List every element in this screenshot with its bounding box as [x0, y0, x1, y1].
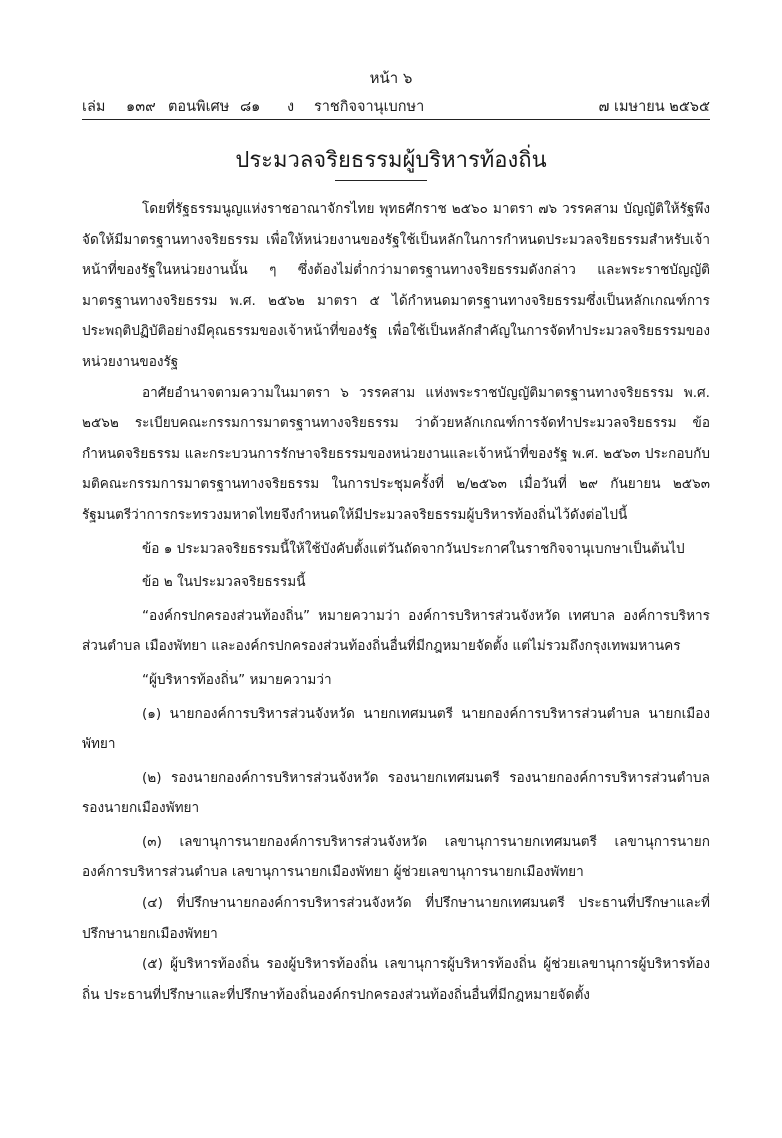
publication-date: ๗ เมษายน ๒๕๖๕ — [598, 99, 710, 115]
item-3: (๓) เลขานุการนายกองค์การบริหารส่วนจังหวัด เลขานุการนายกเทศมนตรี เลขานุการนายกองค์การบริหารส่วนตำบล เลขานุการนายกเมืองพัทยา ผู้ช่วยเลขานุการนายกเมืองพัทยา — [82, 833, 710, 881]
page-number: หน้า ๖ — [369, 69, 413, 87]
document-body — [82, 194, 710, 1010]
header-divider — [82, 119, 710, 120]
clause-1: ข้อ ๑ ประมวลจริยธรรมนี้ให้ใช้บังคับตั้งแต่วันถัดจากวันประกาศในราชกิจจานุเบกษาเป็นต้นไป — [142, 540, 685, 557]
item-1: (๑) นายกองค์การบริหารส่วนจังหวัด นายกเทศมนตรี นายกองค์การบริหารส่วนตำบล นายกเมืองพัทยา — [82, 705, 710, 753]
item-4: (๔) ที่ปรึกษานายกองค์การบริหารส่วนจังหวัด ที่ปรึกษานายกเทศมนตรี ประธานที่ปรึกษาและที่ปรึกษานายกเมืองพัทยา — [82, 895, 710, 942]
volume-number: ๑๓๙ — [126, 99, 156, 115]
item-5: (๕) ผู้บริหารท้องถิ่น รองผู้บริหารท้องถิ่น เลขานุการผู้บริหารท้องถิ่น ผู้ช่วยเลขานุการผู้บริหารท้องถิ่น ประธานที่ปรึกษาและที่ปรึกษาท้องถิ่นองค์กรปกครองส่วนท้องถิ่นอื่นที่มีกฎหมายจัดตั้ง — [82, 956, 710, 1003]
document-title: ประมวลจริยธรรมผู้บริหารท้องถิ่น — [235, 148, 547, 173]
authority-paragraph: อาศัยอำนาจตามความในมาตรา ๖ วรรคสาม แห่งพระราชบัญญัติมาตรฐานทางจริยธรรม พ.ศ. ๒๕๖๒ ระเบียบคณะกรรมการมาตรฐานทางจริยธรรม ว่าด้วยหลักเกณฑ์การจัดทำประมวลจริยธรรม ข้อกำหนดจริยธรรม และกระบวนการรักษาจริยธรรมของหน่วยงานและเจ้าหน้าที่ของรัฐ พ.ศ. ๒๕๖๓ ประกอบกับมติคณะกรรมการมาตรฐานทางจริยธรรม ในการประชุมครั้งที่ ๒/๒๕๖๓ เมื่อวันที่ ๒๙ กันยายน ๒๕๖๓ รัฐมนตรีว่าการกระทรวงมหาดไทยจึงกำหนดให้มีประมวลจริยธรรมผู้บริหารท้องถิ่นไว้ดังต่อไปนี้ — [82, 384, 710, 523]
section-number: ๘๑ — [240, 99, 261, 115]
item-2: (๒) รองนายกองค์การบริหารส่วนจังหวัด รองนายกเทศมนตรี รองนายกองค์การบริหารส่วนตำบล รองนายกเมืองพัทยา — [82, 769, 710, 817]
definition-local-executive: “ผู้บริหารท้องถิ่น” หมายความว่า — [142, 671, 332, 688]
section-letter: ง — [287, 99, 295, 115]
gazette-header — [82, 95, 710, 119]
definition-local-government: “องค์กรปกครองส่วนท้องถิ่น” หมายความว่า องค์การบริหารส่วนจังหวัด เทศบาล องค์การบริหารส่วนตำบล เมืองพัทยา และองค์กรปกครองส่วนท้องถิ่นอื่นที่มีกฎหมายจัดตั้ง แต่ไม่รวมถึงกรุงเทพมหานคร — [82, 607, 710, 655]
gazette-name: ราชกิจจานุเบกษา — [314, 99, 425, 115]
preamble-paragraph: โดยที่รัฐธรรมนูญแห่งราชอาณาจักรไทย พุทธศักราช ๒๕๖๐ มาตรา ๗๖ วรรคสาม บัญญัติให้รัฐพึงจัดให้มีมาตรฐานทางจริยธรรม เพื่อให้หน่วยงานของรัฐใช้เป็นหลักในการกำหนดประมวลจริยธรรมสำหรับเจ้าหน้าที่ของรัฐในหน่วยงานนั้น ๆ ซึ่งต้องไม่ต่ำกว่ามาตรฐานทางจริยธรรมดังกล่าว และพระราชบัญญัติมาตรฐานทางจริยธรรม พ.ศ. ๒๕๖๒ มาตรา ๕ ได้กำหนดมาตรฐานทางจริยธรรมซึ่งเป็นหลักเกณฑ์การประพฤติปฏิบัติอย่างมีคุณธรรมของเจ้าหน้าที่ของรัฐ เพื่อใช้เป็นหลักสำคัญในการจัดทำประมวลจริยธรรมของหน่วยงานของรัฐ — [82, 201, 710, 370]
title-underline — [335, 180, 427, 181]
section-label: ตอนพิเศษ — [168, 99, 230, 115]
volume-label: เล่ม — [82, 99, 106, 115]
clause-2: ข้อ ๒ ในประมวลจริยธรรมนี้ — [142, 574, 306, 591]
